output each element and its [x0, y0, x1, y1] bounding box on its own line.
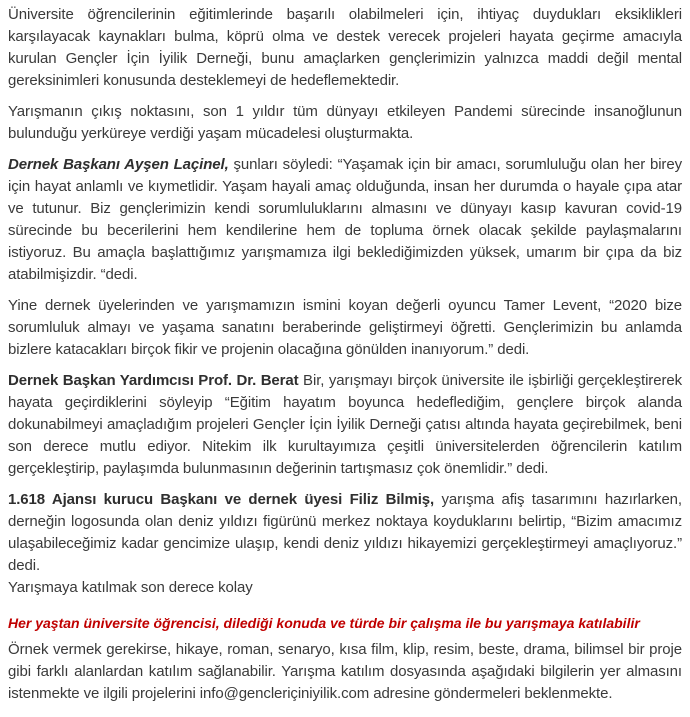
closing-paragraph: Örnek vermek gerekirse, hikaye, roman, senaryo, kısa film, klip, resim, beste, drama, bilimsel bir proje gibi farklı alanlardan katılım sağlanabilir. Yarışma katılım dosyasında aşağıdaki bilgilerin yer almasını istenmekte ve ilgili projelerini info@gencleriçiniyilik.com adresine göndermeleri beklenmekte. — [8, 641, 682, 702]
agency-founder-name: 1.618 Ajansı kurucu Başkanı ve dernek üyesi Filiz Bilmiş, — [8, 491, 435, 508]
agency-quote: yarışma afiş tasarımını hazırlarken, derneğin logosunda olan deniz yıldızı figürünü merkez noktaya koyduklarını belirtip, “Bizim amacımız ulaşabileceğimiz kadar gencimize ulaşıp, kendi deniz yıldızı hikayemizi gerçekleştirmeyi amaçlıyoruz.” dedi. — [8, 491, 682, 574]
president-name: Dernek Başkanı Ayşen Laçinel, — [8, 156, 229, 173]
vice-president-name: Dernek Başkan Yardımcısı Prof. Dr. Berat — [8, 372, 299, 389]
highlight-heading: Her yaştan üniversite öğrencisi, dilediği konuda ve türde bir çalışma ile bu yarışmaya katılabilir — [8, 615, 640, 631]
vice-president-quote-paragraph — [8, 370, 682, 480]
vice-president-quote: Bir, yarışmayı birçok üniversite ile işbirliği gerçekleştirerek hayata geçirdiklerini söyleyip “Eğitim hayatım boyunca hedeflediğim, gençlere birçok alanda dokunabilmeyi amaçladığım projeleri Gençler İçin İyilik Derneği çatısı altında hayata geçirebilmek, beni son derece mutlu ediyor. Nitekim ilk kurultayımıza çeşitli üniversitelerden öğrencilerin katılım gerçekleştirip, paylaşımda bulunmasının değerinin tartışmasız çok önemlidir.” dedi. — [8, 372, 682, 477]
origin-paragraph: Yarışmanın çıkış noktasını, son 1 yıldır tüm dünyayı etkileyen Pandemi sürecinde insanoğlunun bulunduğu yerküreye verdiği yaşam mücadelesi oluşturmakta. — [8, 103, 682, 142]
participation-note: Yarışmaya katılmak son derece kolay — [8, 579, 253, 596]
president-quote-paragraph — [8, 154, 682, 286]
agency-quote-paragraph — [8, 489, 682, 577]
president-quote: şunları söyledi: “Yaşamak için bir amacı, sorumluluğu olan her birey için hayat anlamlı ve kıymetlidir. Yaşam hayali amaç olduğunda, insan her durumda o hayale çıpa atar ve tutunur. Biz gençlerimizin kendi sorumluluklarını almasını ve dünyayı kasıp kavuran covid-19 sürecinde bu becerilerini hem kendilerine hem de topluma örnek olacak şekilde paylaşmalarını istiyoruz. Bu amaçla başlattığımız yarışmamıza ilgi beklediğimizden yüksek, umarım bir çıpa da biz atabilmişizdir. “dedi. — [8, 156, 682, 283]
actor-quote-paragraph: Yine dernek üyelerinden ve yarışmamızın ismini koyan değerli oyuncu Tamer Levent, “2020 bize sorumluluk almayı ve yaşama sanatını beraberinde geliştirmeyi öğretti. Gençlerimizin bu anlamda bizlere katacakları birçok fikir ve projenin olacağına gönülden inanıyorum.” dedi. — [8, 297, 682, 358]
intro-paragraph: Üniversite öğrencilerinin eğitimlerinde başarılı olabilmeleri için, ihtiyaç duydukları eksiklikleri karşılayacak kaynakları bulma, köprü olma ve destek verecek projeleri hayata geçirme amacıyla kurulan Gençler İçin İyilik Derneği, bunu amaçlarken gençlerimizin yalnızca maddi değil mental gereksinimleri konusunda desteklemeyi de hedeflemektedir. — [8, 6, 682, 89]
